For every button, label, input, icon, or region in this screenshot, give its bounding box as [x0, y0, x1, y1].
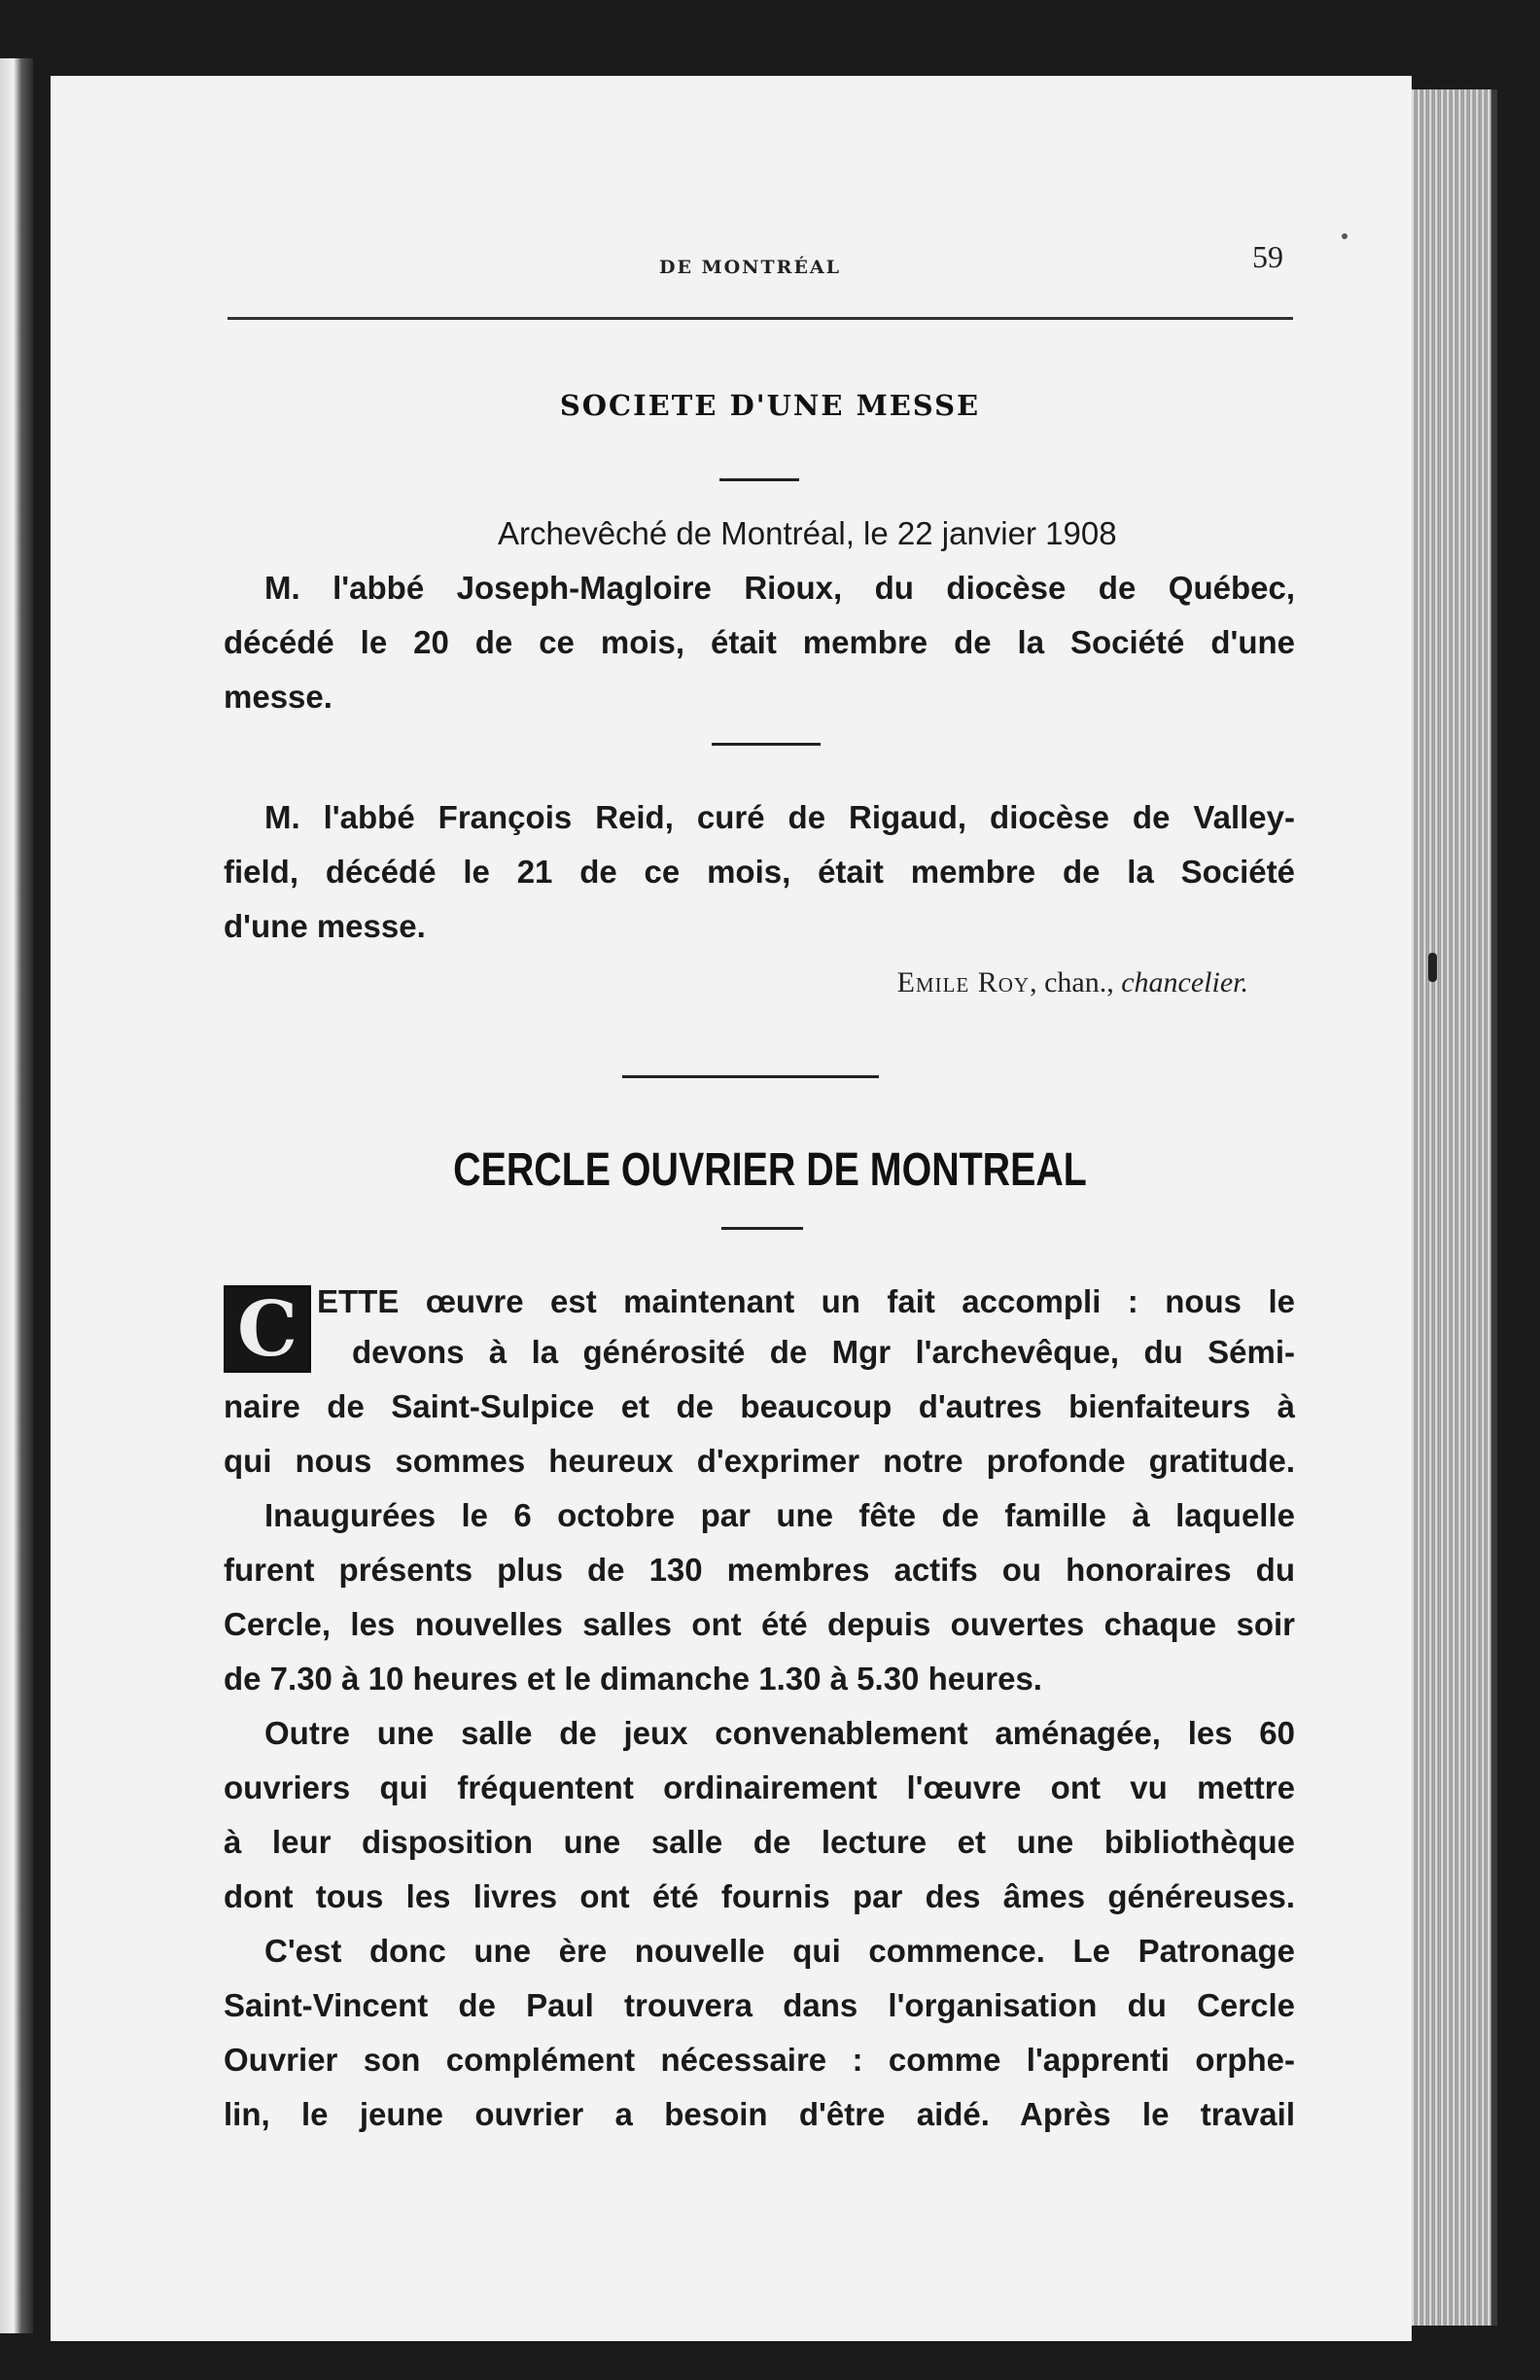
section-title-societe: SOCIETE D'UNE MESSE — [559, 389, 981, 422]
section-divider — [721, 1227, 803, 1230]
text-line: Ouvrier son complément nécessaire : comme l'apprenti orphe- — [224, 2042, 1295, 2078]
section-title-cercle: CERCLE OUVRIER DE MONTREAL — [453, 1144, 1087, 1196]
page-edges — [1412, 89, 1497, 2326]
paragraph-divider — [712, 743, 821, 746]
text-line: furent présents plus de 130 membres actifs ou honoraires du — [224, 1552, 1295, 1588]
signature — [0, 966, 1248, 999]
text-line: lin, le jeune ouvrier a besoin d'être aidé. Après le travail — [224, 2096, 1295, 2132]
text-line: C'est donc une ère nouvelle qui commence. Le Patronage — [264, 1933, 1295, 1969]
dropcap-letter: C — [236, 1285, 298, 1374]
text-line: Saint-Vincent de Paul trouvera dans l'organisation du Cercle — [224, 1987, 1295, 2023]
section-divider — [622, 1075, 879, 1078]
text-line: M. l'abbé Joseph-Magloire Rioux, du diocèse de Québec, — [264, 570, 1295, 606]
text-line: à leur disposition une salle de lecture et une bibliothèque — [224, 1824, 1295, 1860]
spine-mark — [1428, 953, 1437, 982]
text-line: de 7.30 à 10 heures et le dimanche 1.30 à 5.30 heures. — [224, 1661, 1042, 1697]
text-line: devons à la générosité de Mgr l'archevêque, du Sémi- — [352, 1334, 1295, 1370]
text-line: d'une messe. — [224, 908, 426, 944]
text-line: Inaugurées le 6 octobre par une fête de famille à laquelle — [264, 1497, 1295, 1533]
text-line: messe. — [224, 679, 332, 715]
running-title: DE MONTRÉAL — [659, 257, 842, 278]
text-line: M. l'abbé François Reid, curé de Rigaud, diocèse de Valley- — [264, 799, 1295, 835]
text-line: décédé le 20 de ce mois, était membre de la Société d'une — [224, 624, 1295, 660]
dropcap — [224, 1285, 311, 1373]
ink-speck — [1342, 233, 1348, 239]
text-line: dont tous les livres ont été fournis par des âmes généreuses. — [224, 1878, 1295, 1914]
section-divider — [719, 478, 799, 481]
page-number: 59 — [1252, 239, 1283, 274]
signature-name: Emile Roy — [896, 966, 1031, 998]
text-line: naire de Saint-Sulpice et de beaucoup d'autres bienfaiteurs à — [224, 1388, 1295, 1424]
text-line: Outre une salle de jeux convenablement aménagée, les 60 — [264, 1715, 1295, 1751]
signature-role: chancelier. — [1121, 966, 1248, 998]
text-line: ouvriers qui fréquentent ordinairement l'œuvre ont vu mettre — [224, 1769, 1295, 1805]
signature-title: , chan., — [1030, 966, 1122, 998]
text-line: field, décédé le 21 de ce mois, était membre de la Société — [224, 854, 1295, 890]
text-line: Cercle, les nouvelles salles ont été depuis ouvertes chaque soir — [224, 1606, 1295, 1642]
date-line: Archevêché de Montréal, le 22 janvier 1908 — [498, 515, 1117, 551]
text-line: qui nous sommes heureux d'exprimer notre profonde gratitude. — [224, 1443, 1295, 1479]
header-rule — [228, 317, 1293, 320]
text-line: ETTE œuvre est maintenant un fait accompli : nous le — [317, 1283, 1295, 1319]
